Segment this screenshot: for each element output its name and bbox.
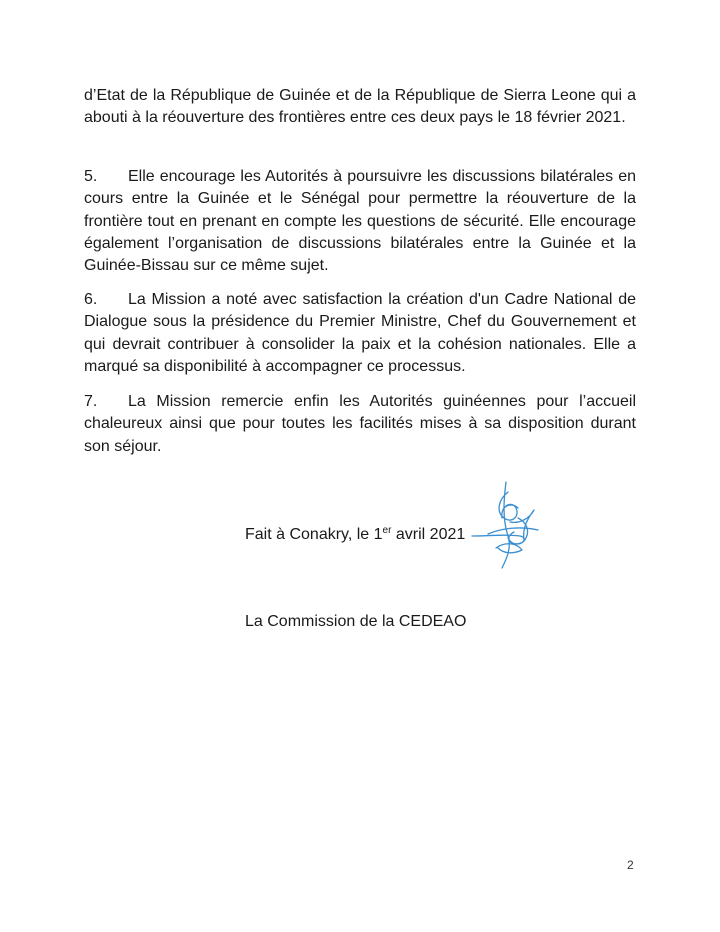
paragraph-5 bbox=[84, 166, 636, 277]
page-number: 2 bbox=[627, 858, 634, 872]
paragraph-text: Elle encourage les Autorités à poursuivre les discussions bilatérales en cours entre la Guinée et le Sénégal pour permettre la réouverture de la frontière tout en prenant en compte les questions de sécurité. Elle encourage également l’organisation de discussions bilatérales entre la Guinée et la Guinée-Bissau sur ce même sujet. bbox=[84, 168, 636, 275]
paragraph-6 bbox=[84, 289, 636, 378]
place-and-date bbox=[245, 525, 465, 545]
date-ordinal-suffix: er bbox=[382, 525, 392, 536]
paragraph-number: 7. bbox=[84, 393, 98, 410]
paragraph-number: 6. bbox=[84, 291, 98, 308]
handwritten-signature-icon bbox=[468, 478, 554, 570]
date-prefix: Fait à Conakry, le 1 bbox=[245, 526, 383, 543]
paragraph-text: La Mission a noté avec satisfaction la création d'un Cadre National de Dialogue sous la présidence du Premier Ministre, Chef du Gouvernement et qui devrait contribuer à consolider la paix et la cohésion nationales. Elle a marqué sa disponibilité à accompagner ce processus. bbox=[84, 291, 636, 375]
date-rest: avril 2021 bbox=[391, 526, 466, 543]
paragraph-number: 5. bbox=[84, 168, 98, 185]
paragraph-7 bbox=[84, 391, 636, 458]
paragraph-text: La Mission remercie enfin les Autorités guinéennes pour l’accueil chaleureux ainsi que pour toutes les facilités mises à sa disposition durant son séjour. bbox=[84, 393, 636, 455]
signatory: La Commission de la CEDEAO bbox=[245, 613, 467, 630]
intro-paragraph: d’Etat de la République de Guinée et de la République de Sierra Leone qui a abouti à la réouverture des frontières entre ces deux pays le 18 février 2021. bbox=[84, 87, 636, 127]
